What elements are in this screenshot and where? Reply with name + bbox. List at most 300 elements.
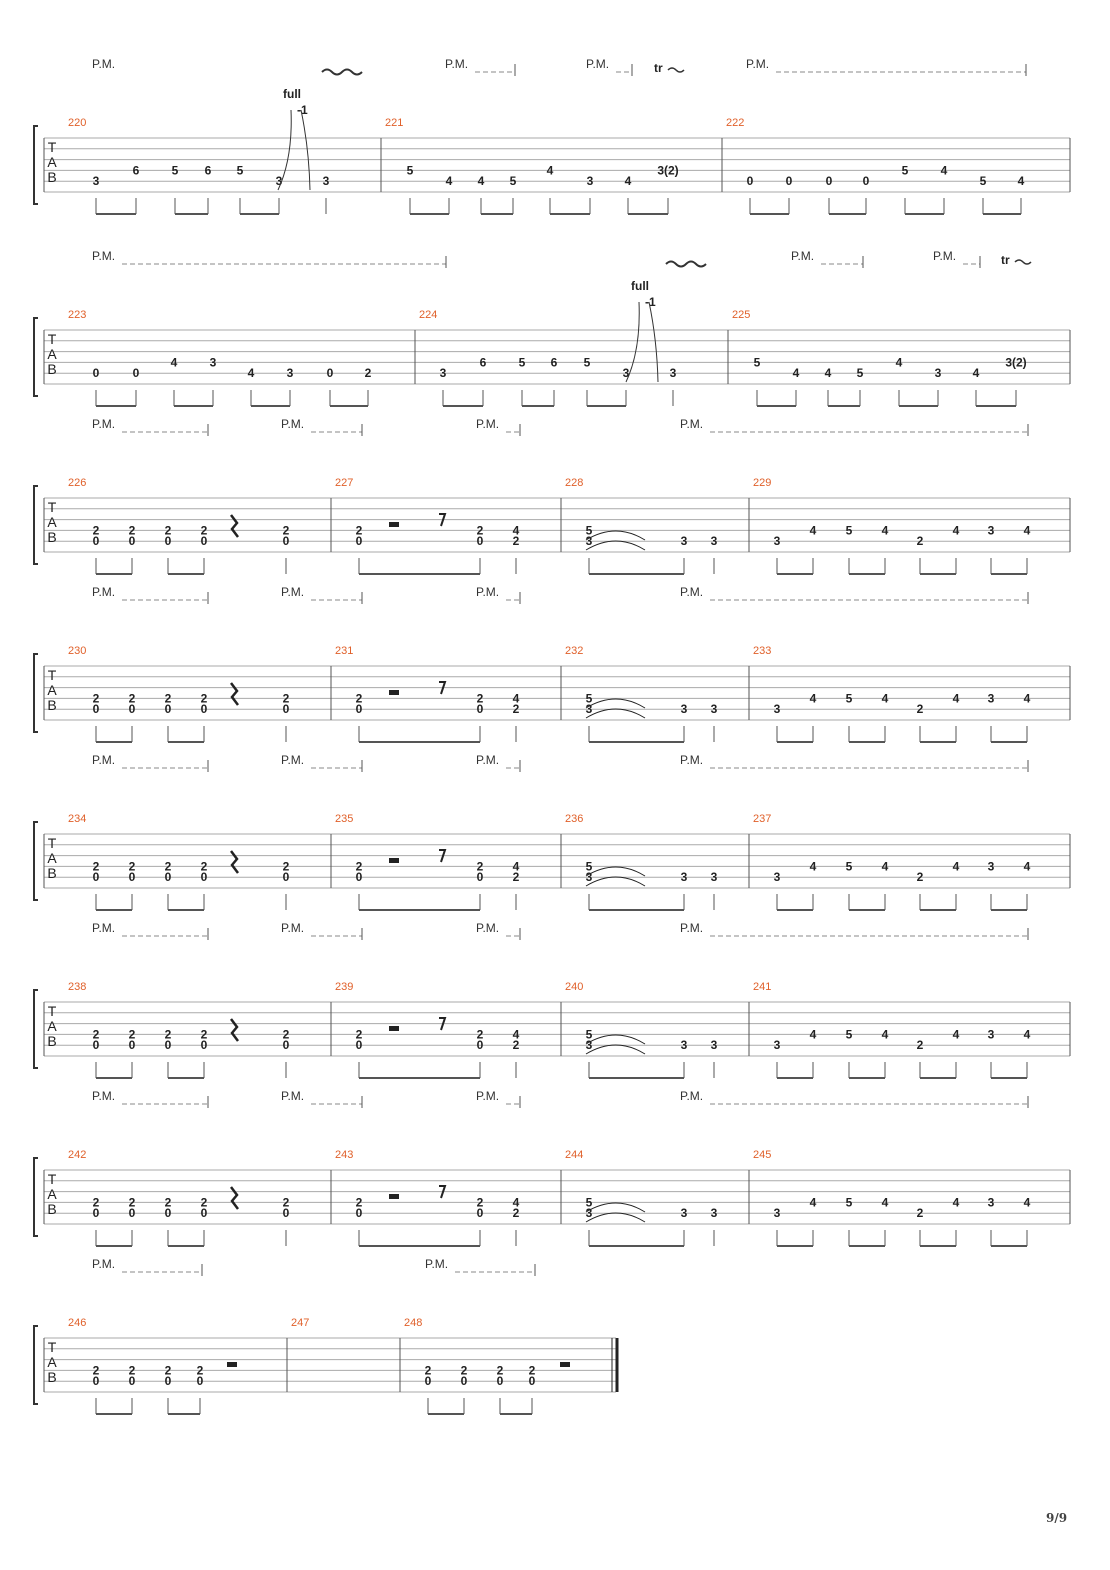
fret-number: 4 (624, 174, 632, 189)
fret-number: 0 (164, 1206, 172, 1221)
fret-number: 0 (128, 1206, 136, 1221)
vibrato-icon (322, 70, 362, 75)
fret-number: 0 (132, 366, 140, 381)
measure-number: 244 (565, 1149, 584, 1161)
fret-number: 3 (275, 174, 283, 189)
fret-number: 5 (845, 691, 853, 706)
tab-clef-letter: B (47, 865, 57, 881)
fret-number: 3 (585, 534, 593, 549)
fret-number: 2 (916, 702, 924, 717)
measure-number: 241 (753, 981, 772, 993)
fret-number: 0 (460, 1374, 468, 1389)
palm-mute-label: P.M. (281, 753, 305, 767)
fret-number: 2 (92, 1195, 100, 1210)
fret-number: 5 (845, 1195, 853, 1210)
fret-number: 2 (164, 1363, 172, 1378)
fret-number: 2 (476, 691, 484, 706)
tab-clef-letter: T (47, 667, 57, 683)
tie-arc (586, 1035, 645, 1044)
fret-number: 3 (680, 1206, 688, 1221)
fret-number: 0 (128, 870, 136, 885)
measure-number: 228 (565, 477, 584, 489)
fret-number: 0 (164, 1374, 172, 1389)
fret-number: 4 (512, 859, 520, 874)
fret-number: 0 (355, 702, 363, 717)
fret-number: 2 (364, 366, 372, 381)
tab-clef-letter: B (47, 1369, 57, 1385)
fret-number: 0 (862, 174, 870, 189)
fret-number: 4 (809, 523, 817, 538)
fret-number: 3 (773, 534, 781, 549)
palm-mute-label: P.M. (92, 57, 116, 71)
measure-number: 224 (419, 309, 438, 321)
tab-system (34, 1089, 1070, 1246)
tab-clef-letter: T (47, 1171, 57, 1187)
palm-mute-label: P.M. (92, 417, 116, 431)
half-rest-icon (227, 1362, 237, 1367)
fret-number: 2 (355, 859, 363, 874)
system-bracket (34, 1158, 38, 1236)
fret-number: 3 (586, 174, 594, 189)
fret-number: 2 (196, 1363, 204, 1378)
fret-number: 4 (546, 163, 554, 178)
tab-clef-letter: B (47, 1033, 57, 1049)
fret-number: 3 (773, 870, 781, 885)
palm-mute-label: P.M. (92, 1257, 116, 1271)
tab-system (34, 249, 1070, 406)
fret-number: 2 (164, 859, 172, 874)
fret-number: 4 (824, 366, 832, 381)
bend-amount-label: full (283, 87, 301, 101)
tab-clef-letter: T (47, 331, 57, 347)
palm-mute-label: P.M. (476, 1089, 500, 1103)
fret-number: 0 (528, 1374, 536, 1389)
fret-number: 5 (845, 523, 853, 538)
release-arrow (301, 110, 310, 190)
fret-number: 3 (92, 174, 100, 189)
fret-number: 0 (825, 174, 833, 189)
fret-number: 2 (128, 1027, 136, 1042)
palm-mute-label: P.M. (92, 921, 116, 935)
fret-number: 3 (773, 1206, 781, 1221)
fret-number: 2 (128, 523, 136, 538)
palm-mute-label: P.M. (680, 417, 704, 431)
half-rest-icon (560, 1362, 570, 1367)
fret-number: 4 (512, 1027, 520, 1042)
system-bracket (34, 126, 38, 204)
measure-number: 226 (68, 477, 87, 489)
tie-arc (586, 867, 645, 876)
fret-number: 5 (236, 163, 244, 178)
fret-number: 0 (200, 702, 208, 717)
fret-number: 0 (476, 1206, 484, 1221)
palm-mute-label: P.M. (746, 57, 770, 71)
palm-mute-label: P.M. (281, 417, 305, 431)
fret-number: 5 (845, 1027, 853, 1042)
fret-number: 3 (773, 1038, 781, 1053)
fret-number: 4 (952, 859, 960, 874)
fret-number: 3 (934, 366, 942, 381)
fret-number: 0 (496, 1374, 504, 1389)
fret-number: 5 (583, 355, 591, 370)
tie-arc (586, 1213, 645, 1222)
fret-number: 4 (809, 1195, 817, 1210)
half-rest-icon (389, 522, 399, 527)
fret-number: 4 (1023, 523, 1031, 538)
fret-number: 2 (92, 523, 100, 538)
fret-number: 3 (585, 870, 593, 885)
measure-number: 242 (68, 1149, 87, 1161)
trill-wave-icon (1015, 260, 1031, 264)
fret-number: 2 (460, 1363, 468, 1378)
fret-number: 0 (200, 1206, 208, 1221)
fret-number: 4 (170, 355, 178, 370)
palm-mute-label: P.M. (425, 1257, 449, 1271)
measure-number: 238 (68, 981, 87, 993)
fret-number: 4 (940, 163, 948, 178)
tie-arc (586, 699, 645, 708)
fret-number: 2 (476, 859, 484, 874)
bend-release-label: -1 (297, 103, 308, 117)
quarter-rest-icon (231, 683, 238, 705)
fret-number: 2 (916, 534, 924, 549)
fret-number: 3 (987, 1195, 995, 1210)
fret-number: 0 (128, 1038, 136, 1053)
tie-arc (586, 531, 645, 540)
fret-number: 3 (286, 366, 294, 381)
fret-number: 3 (710, 870, 718, 885)
fret-number: 0 (164, 870, 172, 885)
fret-number: 0 (355, 1038, 363, 1053)
palm-mute-label: P.M. (933, 249, 957, 263)
bend-amount-label: full (631, 279, 649, 293)
tab-clef-letter: T (47, 835, 57, 851)
fret-number: 0 (476, 870, 484, 885)
fret-number: 2 (282, 523, 290, 538)
palm-mute-label: P.M. (680, 753, 704, 767)
tab-clef-letter: T (47, 139, 57, 155)
measure-number: 232 (565, 645, 584, 657)
fret-number: 3 (622, 366, 630, 381)
palm-mute-label: P.M. (476, 417, 500, 431)
fret-number: 4 (512, 691, 520, 706)
fret-number: 3 (680, 870, 688, 885)
fret-number: 2 (512, 870, 520, 885)
tab-system (34, 417, 1070, 574)
fret-number: 3 (773, 702, 781, 717)
fret-number: 3 (710, 1038, 718, 1053)
fret-number: 3 (209, 355, 217, 370)
fret-number: 6 (204, 163, 212, 178)
fret-number: 2 (916, 1206, 924, 1221)
fret-number: 3 (987, 859, 995, 874)
tab-system (34, 1257, 617, 1414)
fret-number: 2 (512, 534, 520, 549)
fret-number: 3 (585, 1206, 593, 1221)
fret-number: 3 (680, 1038, 688, 1053)
fret-number: 3 (322, 174, 330, 189)
quarter-rest-icon (231, 1187, 238, 1209)
fret-number: 0 (200, 870, 208, 885)
half-rest-icon (389, 858, 399, 863)
tie-arc (586, 541, 645, 550)
fret-number: 4 (881, 1195, 889, 1210)
fret-number: 2 (282, 691, 290, 706)
fret-number: 0 (164, 534, 172, 549)
fret-number: 5 (585, 859, 593, 874)
fret-number: 4 (1023, 691, 1031, 706)
measure-number: 237 (753, 813, 772, 825)
fret-number: 2 (512, 1206, 520, 1221)
quarter-rest-icon (231, 515, 238, 537)
tab-clef-letter: A (47, 682, 57, 698)
palm-mute-label: P.M. (92, 753, 116, 767)
fret-number: 2 (512, 1038, 520, 1053)
fret-number: 3 (987, 523, 995, 538)
fret-number: 2 (92, 859, 100, 874)
fret-number: 0 (282, 870, 290, 885)
fret-number: 3 (680, 702, 688, 717)
bend-release-label: -1 (645, 295, 656, 309)
fret-number: 3 (710, 1206, 718, 1221)
tab-clef-letter: T (47, 1339, 57, 1355)
fret-number: 0 (92, 702, 100, 717)
vibrato-icon (666, 262, 706, 267)
fret-number: 4 (881, 1027, 889, 1042)
fret-number: 2 (92, 1363, 100, 1378)
fret-number: 5 (171, 163, 179, 178)
fret-number: 3 (669, 366, 677, 381)
system-bracket (34, 486, 38, 564)
fret-number: 2 (528, 1363, 536, 1378)
fret-number: 4 (952, 1195, 960, 1210)
tab-clef-letter: A (47, 154, 57, 170)
fret-number: 4 (1023, 1027, 1031, 1042)
measure-number: 243 (335, 1149, 354, 1161)
palm-mute-label: P.M. (586, 57, 610, 71)
fret-number: 2 (355, 691, 363, 706)
fret-number: 4 (881, 859, 889, 874)
fret-number: 4 (952, 1027, 960, 1042)
fret-number: 3(2) (1005, 355, 1027, 370)
fret-number: 3 (710, 702, 718, 717)
fret-number: 4 (809, 1027, 817, 1042)
page-number: 9/9 (1046, 1511, 1068, 1525)
measure-number: 245 (753, 1149, 772, 1161)
quarter-rest-icon (231, 851, 238, 873)
fret-number: 0 (424, 1374, 432, 1389)
fret-number: 0 (282, 1206, 290, 1221)
fret-number: 2 (355, 523, 363, 538)
fret-number: 2 (200, 691, 208, 706)
fret-number: 0 (355, 870, 363, 885)
measure-number: 246 (68, 1317, 87, 1329)
fret-number: 4 (952, 523, 960, 538)
fret-number: 5 (406, 163, 414, 178)
measure-number: 248 (404, 1317, 423, 1329)
fret-number: 5 (585, 691, 593, 706)
trill-wave-icon (668, 68, 684, 72)
fret-number: 0 (355, 534, 363, 549)
tie-arc (586, 1045, 645, 1054)
palm-mute-label: P.M. (281, 1089, 305, 1103)
fret-number: 0 (92, 870, 100, 885)
fret-number: 4 (881, 691, 889, 706)
fret-number: 4 (1023, 1195, 1031, 1210)
palm-mute-label: P.M. (445, 57, 469, 71)
fret-number: 5 (585, 523, 593, 538)
fret-number: 4 (477, 174, 485, 189)
fret-number: 4 (972, 366, 980, 381)
fret-number: 0 (92, 1374, 100, 1389)
fret-number: 2 (355, 1027, 363, 1042)
fret-number: 2 (916, 1038, 924, 1053)
fret-number: 5 (753, 355, 761, 370)
fret-number: 3 (987, 1027, 995, 1042)
palm-mute-label: P.M. (281, 585, 305, 599)
fret-number: 2 (92, 691, 100, 706)
fret-number: 4 (512, 523, 520, 538)
palm-mute-label: P.M. (680, 921, 704, 935)
tab-clef-letter: B (47, 361, 57, 377)
fret-number: 0 (128, 702, 136, 717)
fret-number: 2 (476, 523, 484, 538)
fret-number: 2 (200, 1195, 208, 1210)
fret-number: 0 (746, 174, 754, 189)
fret-number: 2 (476, 1195, 484, 1210)
fret-number: 0 (476, 1038, 484, 1053)
fret-number: 2 (282, 1027, 290, 1042)
fret-number: 5 (518, 355, 526, 370)
measure-number: 233 (753, 645, 772, 657)
half-rest-icon (389, 1194, 399, 1199)
fret-number: 0 (128, 534, 136, 549)
tab-system (34, 921, 1070, 1078)
fret-number: 0 (476, 534, 484, 549)
fret-number: 5 (509, 174, 517, 189)
fret-number: 2 (200, 523, 208, 538)
fret-number: 2 (164, 523, 172, 538)
tab-clef-letter: A (47, 1186, 57, 1202)
tab-clef-letter: B (47, 169, 57, 185)
fret-number: 2 (200, 1027, 208, 1042)
fret-number: 2 (128, 859, 136, 874)
measure-number: 247 (291, 1317, 310, 1329)
palm-mute-label: P.M. (92, 249, 116, 263)
tab-system (34, 585, 1070, 742)
system-bracket (34, 990, 38, 1068)
fret-number: 3 (585, 1038, 593, 1053)
fret-number: 6 (550, 355, 558, 370)
fret-number: 0 (282, 534, 290, 549)
fret-number: 0 (200, 1038, 208, 1053)
palm-mute-label: P.M. (476, 921, 500, 935)
fret-number: 5 (979, 174, 987, 189)
half-rest-icon (389, 1026, 399, 1031)
tab-clef-letter: A (47, 850, 57, 866)
fret-number: 4 (809, 691, 817, 706)
measure-number: 239 (335, 981, 354, 993)
tab-clef-letter: B (47, 1201, 57, 1217)
fret-number: 0 (128, 1374, 136, 1389)
palm-mute-label: P.M. (281, 921, 305, 935)
tab-system (34, 57, 1070, 214)
fret-number: 3 (987, 691, 995, 706)
measure-number: 222 (726, 117, 745, 129)
fret-number: 4 (445, 174, 453, 189)
measure-number: 240 (565, 981, 584, 993)
measure-number: 234 (68, 813, 87, 825)
measure-number: 223 (68, 309, 87, 321)
fret-number: 4 (809, 859, 817, 874)
system-bracket (34, 822, 38, 900)
fret-number: 2 (282, 1195, 290, 1210)
fret-number: 0 (282, 702, 290, 717)
fret-number: 0 (92, 366, 100, 381)
release-arrow (649, 302, 658, 382)
fret-number: 2 (476, 1027, 484, 1042)
fret-number: 2 (164, 1027, 172, 1042)
tab-clef-letter: A (47, 346, 57, 362)
fret-number: 4 (881, 523, 889, 538)
fret-number: 2 (164, 1195, 172, 1210)
tie-arc (586, 1203, 645, 1212)
fret-number: 5 (585, 1195, 593, 1210)
fret-number: 0 (164, 1038, 172, 1053)
half-rest-icon (389, 690, 399, 695)
fret-number: 4 (895, 355, 903, 370)
system-bracket (34, 318, 38, 396)
fret-number: 2 (128, 691, 136, 706)
palm-mute-label: P.M. (680, 1089, 704, 1103)
fret-number: 0 (164, 702, 172, 717)
fret-number: 3 (680, 534, 688, 549)
tie-arc (586, 709, 645, 718)
fret-number: 5 (901, 163, 909, 178)
fret-number: 5 (845, 859, 853, 874)
fret-number: 2 (355, 1195, 363, 1210)
system-bracket (34, 1326, 38, 1404)
measure-number: 225 (732, 309, 751, 321)
fret-number: 2 (282, 859, 290, 874)
measure-number: 227 (335, 477, 354, 489)
trill-label: tr (1001, 253, 1010, 267)
fret-number: 2 (200, 859, 208, 874)
fret-number: 4 (1023, 859, 1031, 874)
fret-number: 2 (424, 1363, 432, 1378)
fret-number: 2 (512, 702, 520, 717)
fret-number: 0 (196, 1374, 204, 1389)
palm-mute-label: P.M. (476, 753, 500, 767)
fret-number: 3(2) (657, 163, 679, 178)
measure-number: 235 (335, 813, 354, 825)
tab-clef-letter: T (47, 499, 57, 515)
fret-number: 0 (326, 366, 334, 381)
fret-number: 5 (585, 1027, 593, 1042)
fret-number: 4 (247, 366, 255, 381)
fret-number: 4 (512, 1195, 520, 1210)
fret-number: 6 (479, 355, 487, 370)
tab-system (34, 753, 1070, 910)
fret-number: 5 (856, 366, 864, 381)
quarter-rest-icon (231, 1019, 238, 1041)
tab-clef-letter: A (47, 1018, 57, 1034)
fret-number: 3 (439, 366, 447, 381)
fret-number: 2 (128, 1195, 136, 1210)
fret-number: 2 (496, 1363, 504, 1378)
fret-number: 0 (785, 174, 793, 189)
fret-number: 0 (92, 1038, 100, 1053)
